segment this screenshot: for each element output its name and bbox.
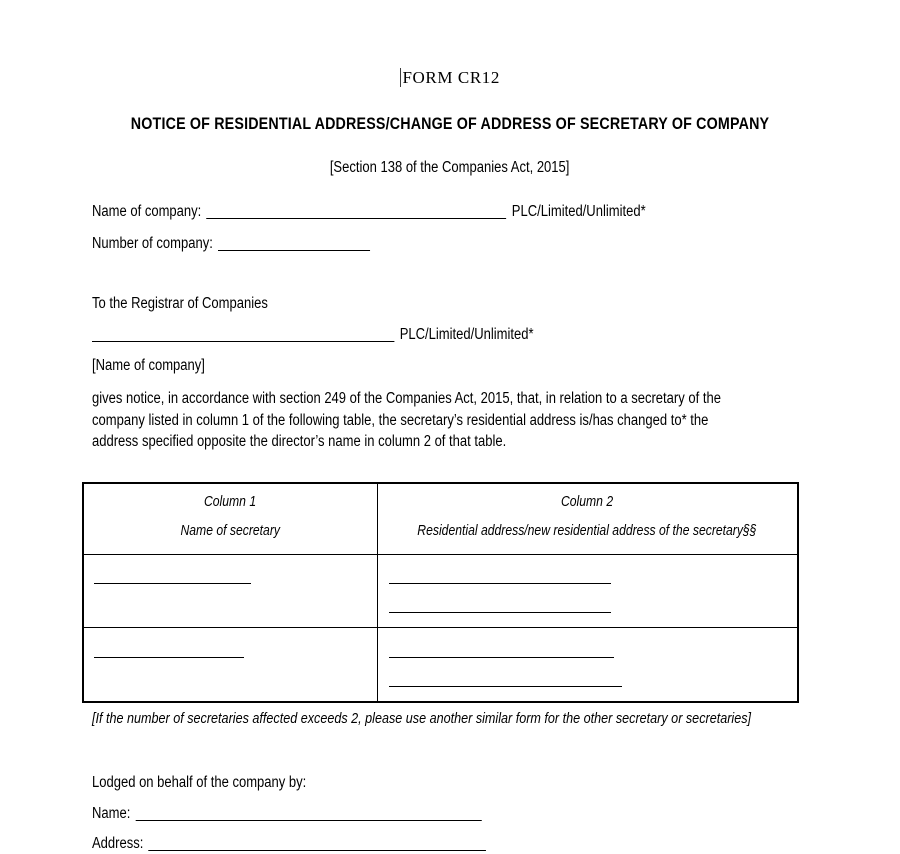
- registrar-line: To the Registrar of Companies: [92, 295, 268, 312]
- secretary-address-blank[interactable]: [389, 657, 614, 658]
- company-type-options: PLC/Limited/Unlimited*: [511, 203, 646, 220]
- lodgement-name-blank[interactable]: [136, 807, 482, 821]
- column2-subtitle: Residential address/new residential address of the secretary§§: [417, 523, 757, 539]
- company-number-row: [92, 233, 425, 254]
- lodgement-address-row: [92, 833, 563, 854]
- form-title: FORM CR12: [402, 68, 500, 87]
- company-name-label: Name of company:: [92, 203, 202, 220]
- secretary-address-blank[interactable]: [389, 686, 622, 687]
- secretary-address-cell[interactable]: [377, 555, 798, 628]
- lodgement-address-label: Address:: [92, 835, 144, 852]
- notice-line-2: company listed in column 1 of the following table, the secretary’s residential address is/has changed to* the: [92, 411, 709, 429]
- main-heading: NOTICE OF RESIDENTIAL ADDRESS/CHANGE OF ADDRESS OF SECRETARY OF COMPANY: [130, 114, 770, 133]
- secretary-address-cell[interactable]: [377, 628, 798, 703]
- lodgement-name-label: Name:: [92, 805, 131, 822]
- lodgement-intro: Lodged on behalf of the company by:: [92, 774, 307, 791]
- addressee-company-row: [92, 324, 618, 345]
- company-number-blank[interactable]: [218, 237, 370, 251]
- secretary-address-blank[interactable]: [389, 612, 611, 613]
- form-title-row: [0, 67, 900, 89]
- lodgement-intro-row: [92, 772, 347, 793]
- secretary-address-blank[interactable]: [389, 583, 611, 584]
- blank-caption-row: [92, 355, 226, 376]
- lodgement-address-blank[interactable]: [149, 837, 487, 851]
- section-reference: [Section 138 of the Companies Act, 2015]: [330, 159, 570, 176]
- registrar-row: [92, 293, 301, 314]
- lodgement-name-row: [92, 803, 558, 824]
- column1-subtitle: Name of secretary: [180, 523, 281, 539]
- notice-paragraph: [92, 388, 841, 453]
- column1-title: Column 1: [204, 494, 257, 510]
- main-heading-row: [0, 112, 900, 136]
- notice-line-1: gives notice, in accordance with section 249 of the Companies Act, 2015, that, in relation to a secretary of the: [92, 390, 721, 407]
- secretary-name-cell[interactable]: [83, 628, 377, 703]
- secretaries-table: [82, 482, 799, 703]
- secretary-name-blank[interactable]: [94, 583, 251, 584]
- overflow-note: [If the number of secretaries affected exceeds 2, please use another similar form for the other secretary or secretaries]: [92, 710, 752, 727]
- table-row: [83, 555, 798, 628]
- column2-title: Column 2: [561, 494, 614, 510]
- blank-caption: [Name of company]: [92, 357, 205, 374]
- secretary-name-blank[interactable]: [94, 657, 244, 658]
- company-name-row: [92, 201, 751, 222]
- company-number-label: Number of company:: [92, 235, 213, 252]
- addressee-company-blank[interactable]: [92, 328, 394, 342]
- section-reference-row: [0, 157, 900, 178]
- addressee-company-type-options: PLC/Limited/Unlimited*: [399, 326, 534, 343]
- table-header-row: [83, 483, 798, 555]
- overflow-note-row: [92, 708, 877, 729]
- company-name-blank[interactable]: [207, 205, 507, 219]
- column1-header-cell: [83, 483, 377, 555]
- table-row: [83, 628, 798, 703]
- secretary-name-cell[interactable]: [83, 555, 377, 628]
- column2-header-cell: [377, 483, 798, 555]
- notice-line-3: address specified opposite the director’s name in column 2 of that table.: [92, 433, 507, 450]
